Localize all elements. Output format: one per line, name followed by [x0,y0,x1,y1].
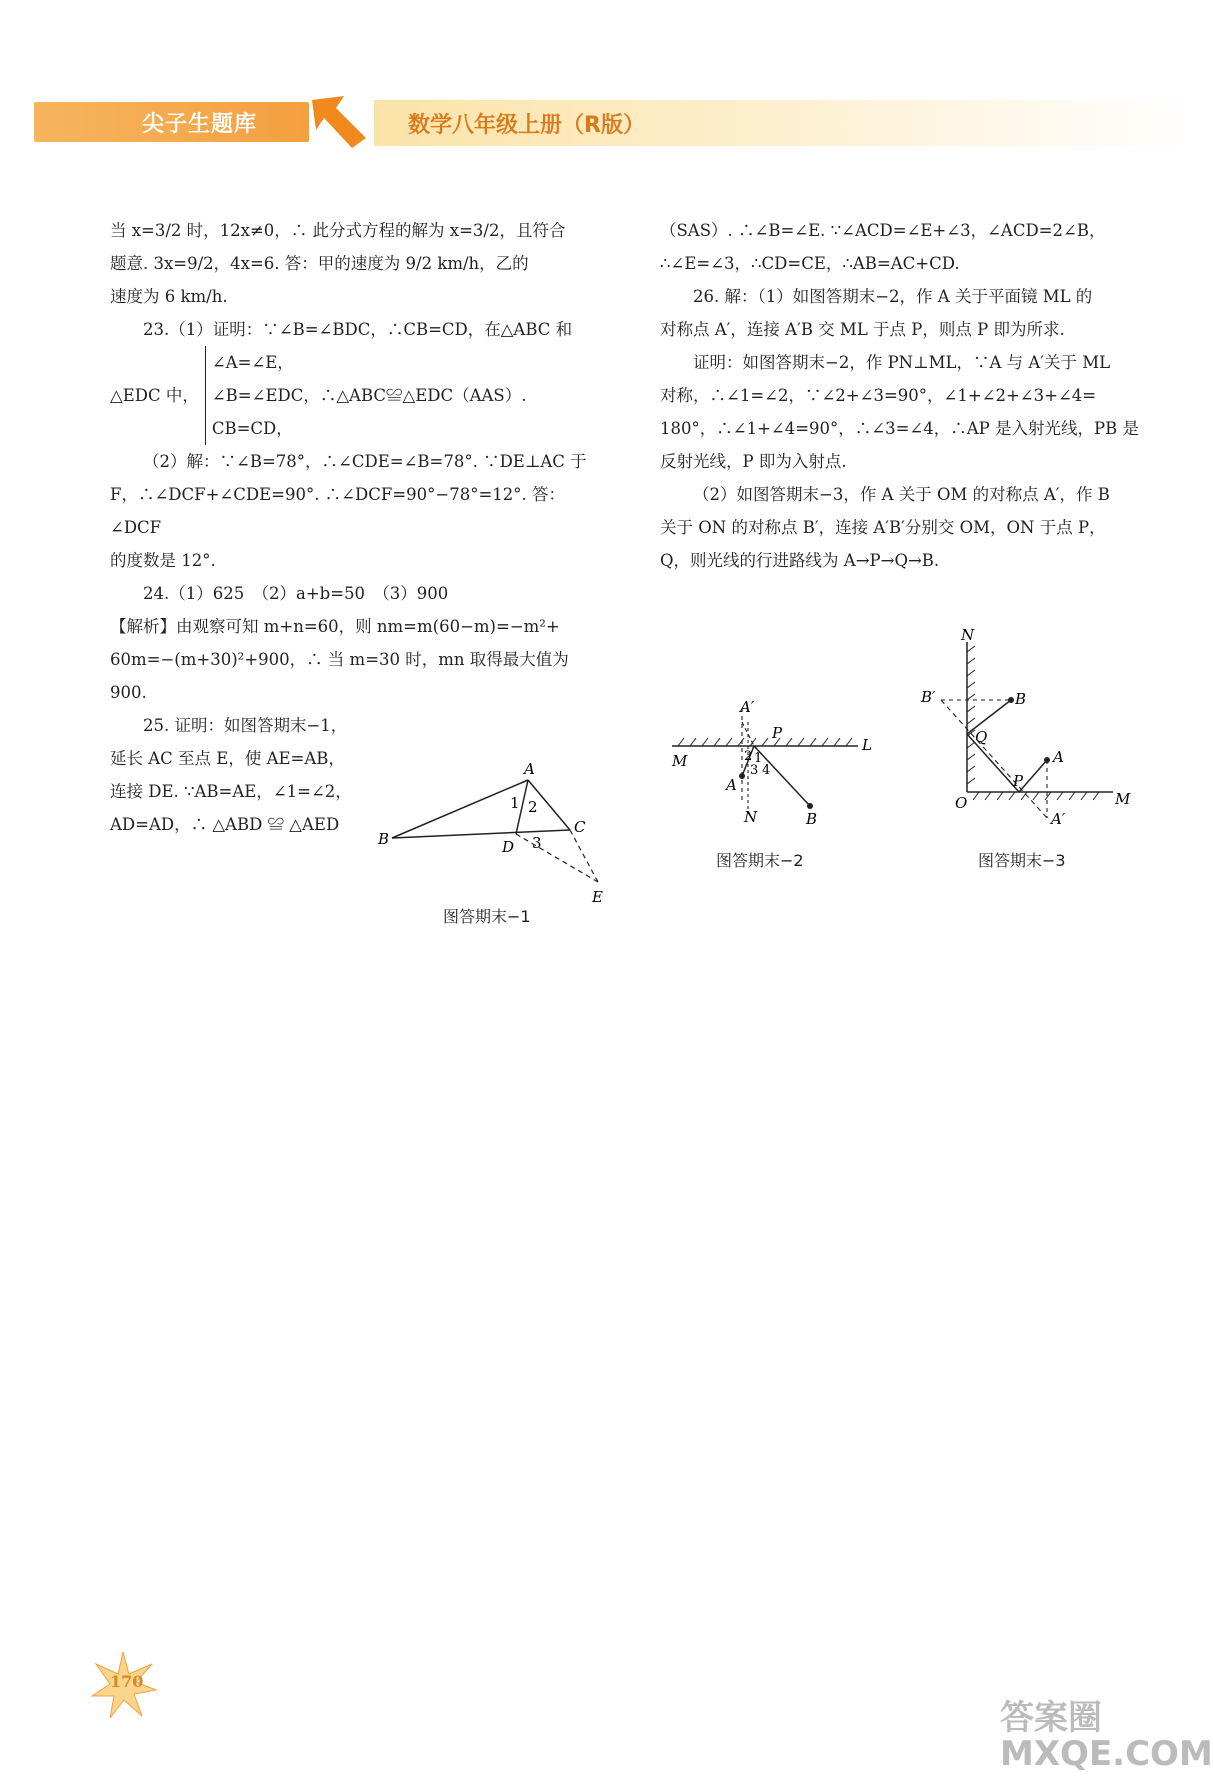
label-N: N [961,626,975,644]
page-header [34,98,1184,150]
text-line: 速度为 6 km/h. [110,287,228,306]
label-2: 2 [528,798,538,816]
label-B: B [378,830,390,848]
label-E: E [592,888,603,906]
label-A-prime: A′ [740,698,755,716]
label-D: D [502,838,515,856]
text-line: 连接 DE. ∵AB=AE，∠1=∠2， [110,782,352,801]
brand-banner [34,102,309,142]
text-line: 题意. 3x=9/2，4x=6. 答：甲的速度为 9/2 km/h，乙的 [110,254,529,273]
figure-2-caption: 图答期末−2 [716,851,804,870]
text-line: 对称点 A′，连接 A′B 交 ML 于点 P，则点 P 即为所求. [660,320,1065,339]
label-P: P [1013,772,1024,790]
label-C: C [574,818,586,836]
label-B-prime: B′ [921,688,936,706]
label-M: M [672,752,688,770]
text-line: 180°，∴∠1+∠4=90°，∴∠3=∠4，∴AP 是入射光线，PB 是 [660,419,1139,438]
label-1: 1 [510,794,520,812]
text-line: 对称，∴∠1=∠2，∵∠2+∠3=90°，∠1+∠2+∠3+∠4= [660,386,1097,405]
subject-title: 数学八年级上册（R版） [408,113,645,138]
page-number: 170 [110,1672,144,1691]
label-4: 4 [762,763,771,778]
label-A: A [726,776,737,794]
text-line: ∠A=∠E， [211,353,294,372]
equation-system [110,346,610,445]
text-line: 24.（1）625 （2）a+b=50 （3）900 [143,584,449,603]
text-line: 证明：如图答期末−2，作 PN⊥ML，∵A 与 A′关于 ML [693,353,1111,372]
text-line: ∴∠E=∠3，∴CD=CE，∴AB=AC+CD. [660,254,960,273]
text-line: F，∴∠DCF+∠CDE=90°. ∴∠DCF=90°−78°=12°. 答：∠DCF [110,485,566,537]
label-P: P [772,724,783,742]
text-line: （2）解：∵∠B=78°，∴∠CDE=∠B=78°. ∵DE⊥AC 于 [143,452,587,471]
label-L: L [862,736,872,754]
figure-3-caption: 图答期末−3 [978,851,1066,870]
text-line: 当 x=3/2 时，12x≠0，∴ 此分式方程的解为 x=3/2，且符合 [110,221,566,240]
label-A: A [1053,748,1064,766]
right-column [660,214,1160,577]
text-line: 反射光线，P 即为入射点. [660,452,847,471]
text-line: ∠B=∠EDC，∴△ABC≌△EDC（AAS）. [211,386,527,405]
figure-3 [915,628,1145,838]
text-line: （SAS）. ∴∠B=∠E. ∵∠ACD=∠E+∠3，∠ACD=2∠B， [660,221,1106,240]
label-1: 1 [754,751,763,766]
text-line: 25. 证明：如图答期末−1， [143,716,348,735]
figure-1-caption: 图答期末−1 [443,907,531,926]
text-line: 关于 ON 的对称点 B′，连接 A′B′分别交 OM，ON 于点 P， [660,518,1106,537]
watermark: 答案圈 MXQE.COM [1000,1698,1213,1774]
text-line: 26. 解：（1）如图答期末−2，作 A 关于平面镜 ML 的 [693,287,1093,306]
subject-banner [374,100,1194,146]
label-3: 3 [750,763,759,778]
label-M: M [1115,790,1131,808]
figure-1 [380,760,630,910]
page-number-badge [88,1650,158,1720]
brand-title: 尖子生题库 [142,112,258,137]
left-column [110,214,610,841]
label-B: B [806,810,818,828]
label-N: N [744,808,758,826]
label-O: O [955,794,968,812]
text-line: 60m=−(m+30)²+900，∴ 当 m=30 时，mn 取得最大值为 [110,650,569,669]
text-line: 23.（1）证明：∵∠B=∠BDC，∴CB=CD，在△ABC 和 [143,320,573,339]
brace-group [205,346,527,445]
label-A-prime: A′ [1051,810,1066,828]
label-A: A [524,760,535,778]
label-3: 3 [532,834,542,852]
arrow-icon [304,92,374,152]
label-Q: Q [975,728,988,746]
text-line: 的度数是 12°. [110,551,216,570]
text-line: 延长 AC 至点 E，使 AE=AB， [110,749,345,768]
text-line: 【解析】由观察可知 m+n=60，则 nm=m(60−m)=−m²+ [110,617,560,636]
label-2: 2 [744,749,753,764]
text-line: 900. [110,683,147,702]
label-B: B [1015,690,1027,708]
text-line: AD=AD，∴ △ABD ≌ △AED [110,815,340,834]
text-line: CB=CD， [211,419,293,438]
text-line: （2）如图答期末−3，作 A 关于 OM 的对称点 A′，作 B [693,485,1110,504]
figure-2 [668,690,883,830]
text-line: △EDC 中， [110,386,199,405]
text-line: Q，则光线的行进路线为 A→P→Q→B. [660,551,940,570]
